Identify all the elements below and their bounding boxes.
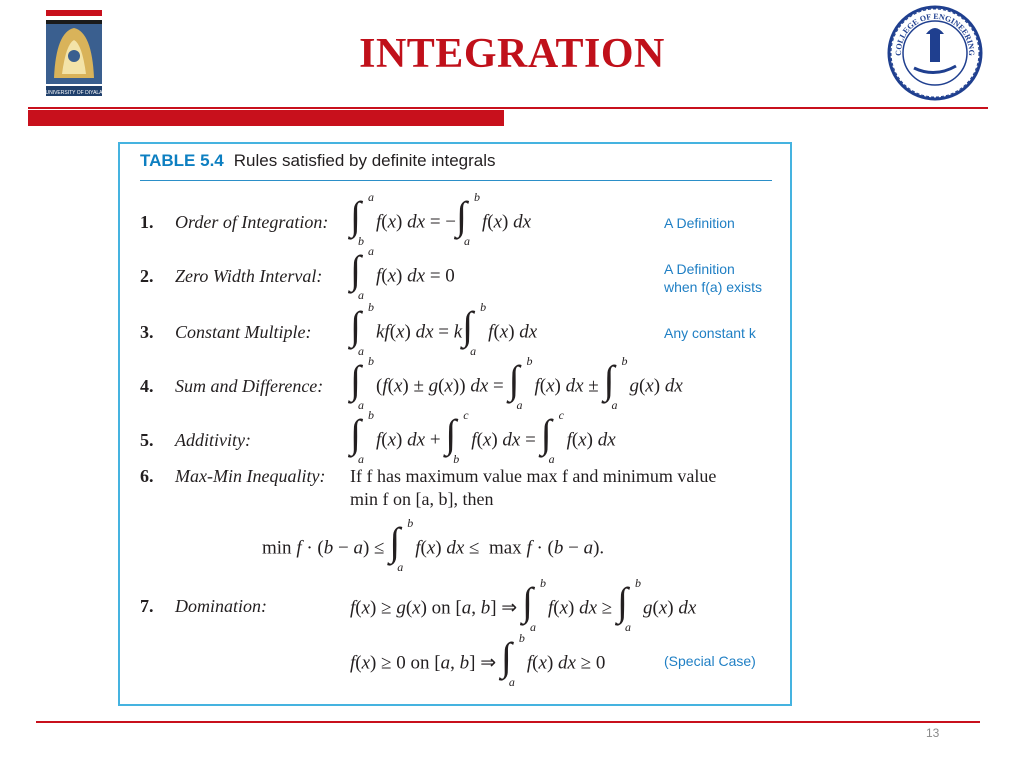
university-logo-text: UNIVERSITY OF DIYALA — [45, 90, 103, 96]
rule-number: 4. — [140, 376, 154, 396]
rule-number: 5. — [140, 430, 154, 450]
page-number: 13 — [926, 726, 940, 740]
rule-name: Sum and Difference: — [175, 376, 324, 396]
rule-note-line: A Definition — [664, 261, 735, 277]
college-logo — [886, 4, 984, 102]
header-rule-thin — [504, 107, 988, 109]
rule-name: Constant Multiple: — [175, 322, 312, 342]
table-caption — [140, 151, 496, 171]
rule-number: 7. — [140, 596, 154, 616]
header-rule-thick — [28, 110, 504, 126]
rule-note: A Definition — [664, 215, 735, 231]
caption-rule — [140, 180, 772, 181]
rule-number: 2. — [140, 266, 154, 286]
rule-formula: f(x) ≥ g(x) on [a, b] ⇒ ∫ b a f(x) dx ≥ ∫ b a g(x) dx — [350, 576, 697, 634]
rule-formula: ∫ a b f(x) dx = − ∫ b a f(x) dx — [350, 190, 532, 248]
rule-name: Zero Width Interval: — [175, 266, 323, 286]
table-number: TABLE 5.4 — [140, 151, 224, 170]
rule-number: 3. — [140, 322, 154, 342]
rule-formula: ∫ b a (f(x) ± g(x)) dx = ∫ b a f(x) dx ± ∫ b a g(x) dx — [350, 354, 683, 412]
rule-note: Any constant k — [664, 325, 756, 341]
page-title: INTEGRATION — [359, 31, 665, 77]
rule-formula: ∫ b a kf(x) dx = k ∫ b a f(x) dx — [350, 300, 538, 358]
rule-name: Order of Integration: — [175, 212, 329, 232]
rule-text-line: If f has maximum value max f and minimum value — [350, 466, 717, 486]
rule-text-line: min f on [a, b], then — [350, 489, 494, 509]
rule-formula: ∫ b a f(x) dx + ∫ c b f(x) dx = ∫ c a f(x) dx — [350, 408, 616, 466]
rule-note: (Special Case) — [664, 653, 756, 669]
footer-rule — [36, 721, 980, 723]
rule-name: Additivity: — [175, 430, 251, 450]
rule-number: 1. — [140, 212, 154, 232]
rule-name: Max-Min Inequality: — [175, 466, 326, 486]
rule-note-line: when f(a) exists — [664, 279, 763, 295]
rule-formula: min f · (b − a) ≤ ∫ b a f(x) dx ≤ max f · (b − a). — [262, 516, 605, 574]
rule-formula: f(x) ≥ 0 on [a, b] ⇒ ∫ b a f(x) dx ≥ 0 — [350, 631, 606, 689]
header-rule-thin-left — [28, 107, 504, 109]
rule-name: Domination: — [175, 596, 267, 616]
table-caption-text: Rules satisfied by definite integrals — [233, 151, 496, 170]
rule-number: 6. — [140, 466, 154, 486]
rule-formula: ∫ a a f(x) dx = 0 — [350, 244, 455, 302]
rule-text — [350, 465, 716, 511]
rule-note — [664, 260, 762, 296]
college-logo-text: COLLEGE OF ENGINEERING — [893, 11, 977, 56]
